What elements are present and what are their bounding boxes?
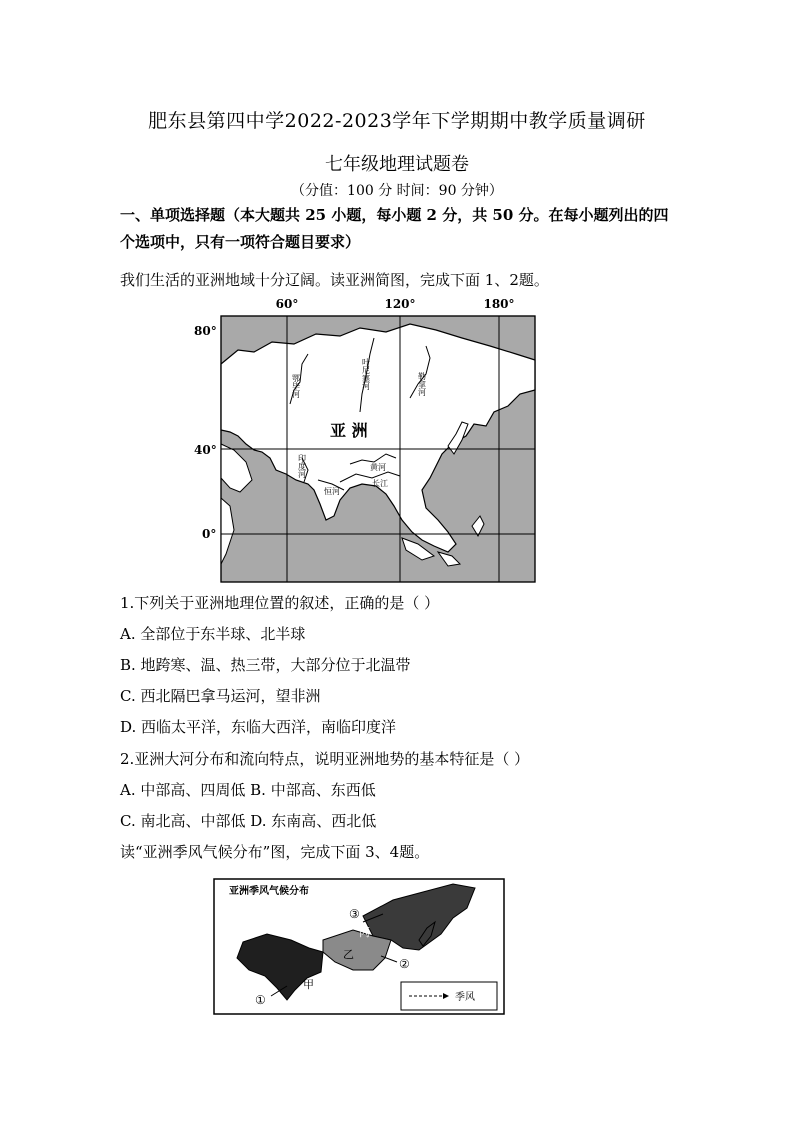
lon-label-60: 60° — [275, 297, 299, 311]
river-label-indus: 印度河 — [297, 454, 307, 478]
exam-meta: （分值：100 分 时间：90 分钟） — [291, 183, 503, 199]
river-label-ganges: 恒河 — [324, 487, 340, 496]
monsoon-map — [213, 878, 505, 1015]
river-label-yangtze: 长江 — [372, 479, 388, 488]
lat-label-0: 0° — [202, 527, 217, 541]
map1-intro: 我们生活的亚洲地域十分辽阔。读亚洲简图，完成下面 1、2题。 — [120, 271, 549, 289]
asia-region-label: 亚 洲 — [330, 421, 368, 440]
marker-3: ③ — [349, 907, 360, 921]
legend-label: 季风 — [455, 992, 475, 1003]
q2-stem: 2.亚洲大河分布和流向特点，说明亚洲地势的基本特征是（ ） — [120, 750, 530, 768]
marker-2: ② — [399, 957, 410, 971]
q1-option-d: D. 西临太平洋，东临大西洋，南临印度洋 — [120, 718, 397, 736]
lat-label-80: 80° — [194, 324, 217, 338]
lon-label-180: 180° — [483, 297, 515, 311]
q1-option-b: B. 地跨寒、温、热三带，大部分位于北温带 — [120, 656, 411, 674]
q2-options-cd: C. 南北高、中部低 D. 东南高、西北低 — [120, 812, 377, 830]
q2-options-ab: A. 中部高、四周低 B. 中部高、东西低 — [120, 781, 376, 799]
map2-intro: 读“亚洲季风气候分布”图，完成下面 3、4题。 — [120, 843, 430, 861]
q1-option-c: C. 西北隔巴拿马运河，望非洲 — [120, 687, 321, 705]
q1-option-a: A. 全部位于东半球、北半球 — [120, 625, 306, 643]
marker-1: ① — [255, 993, 266, 1007]
river-label-yenisei: 叶尼塞河 — [361, 358, 371, 390]
river-label-yellow: 黄河 — [370, 463, 386, 472]
lat-label-40: 40° — [194, 443, 217, 457]
section-heading: 一、单项选择题（本大题共 25 小题，每小题 2 分，共 50 分。在每小题列出的四个选项中，只有一项符合题目要求） — [120, 206, 669, 251]
region-label-bing: 丙 — [359, 926, 370, 939]
river-label-ob: 鄂毕河 — [291, 374, 301, 398]
exam-subtitle: 七年级地理试题卷 — [325, 154, 469, 175]
exam-title: 肥东县第四中学2022-2023学年下学期期中教学质量调研 — [148, 110, 646, 132]
river-label-lena: 勒拿河 — [417, 372, 427, 396]
asia-map — [190, 294, 540, 586]
lon-label-120: 120° — [384, 297, 416, 311]
region-label-yi: 乙 — [343, 948, 354, 961]
monsoon-map-title: 亚洲季风气候分布 — [229, 886, 309, 897]
region-label-jia: 甲 — [303, 978, 314, 991]
q1-stem: 1.下列关于亚洲地理位置的叙述，正确的是（ ） — [120, 594, 440, 612]
